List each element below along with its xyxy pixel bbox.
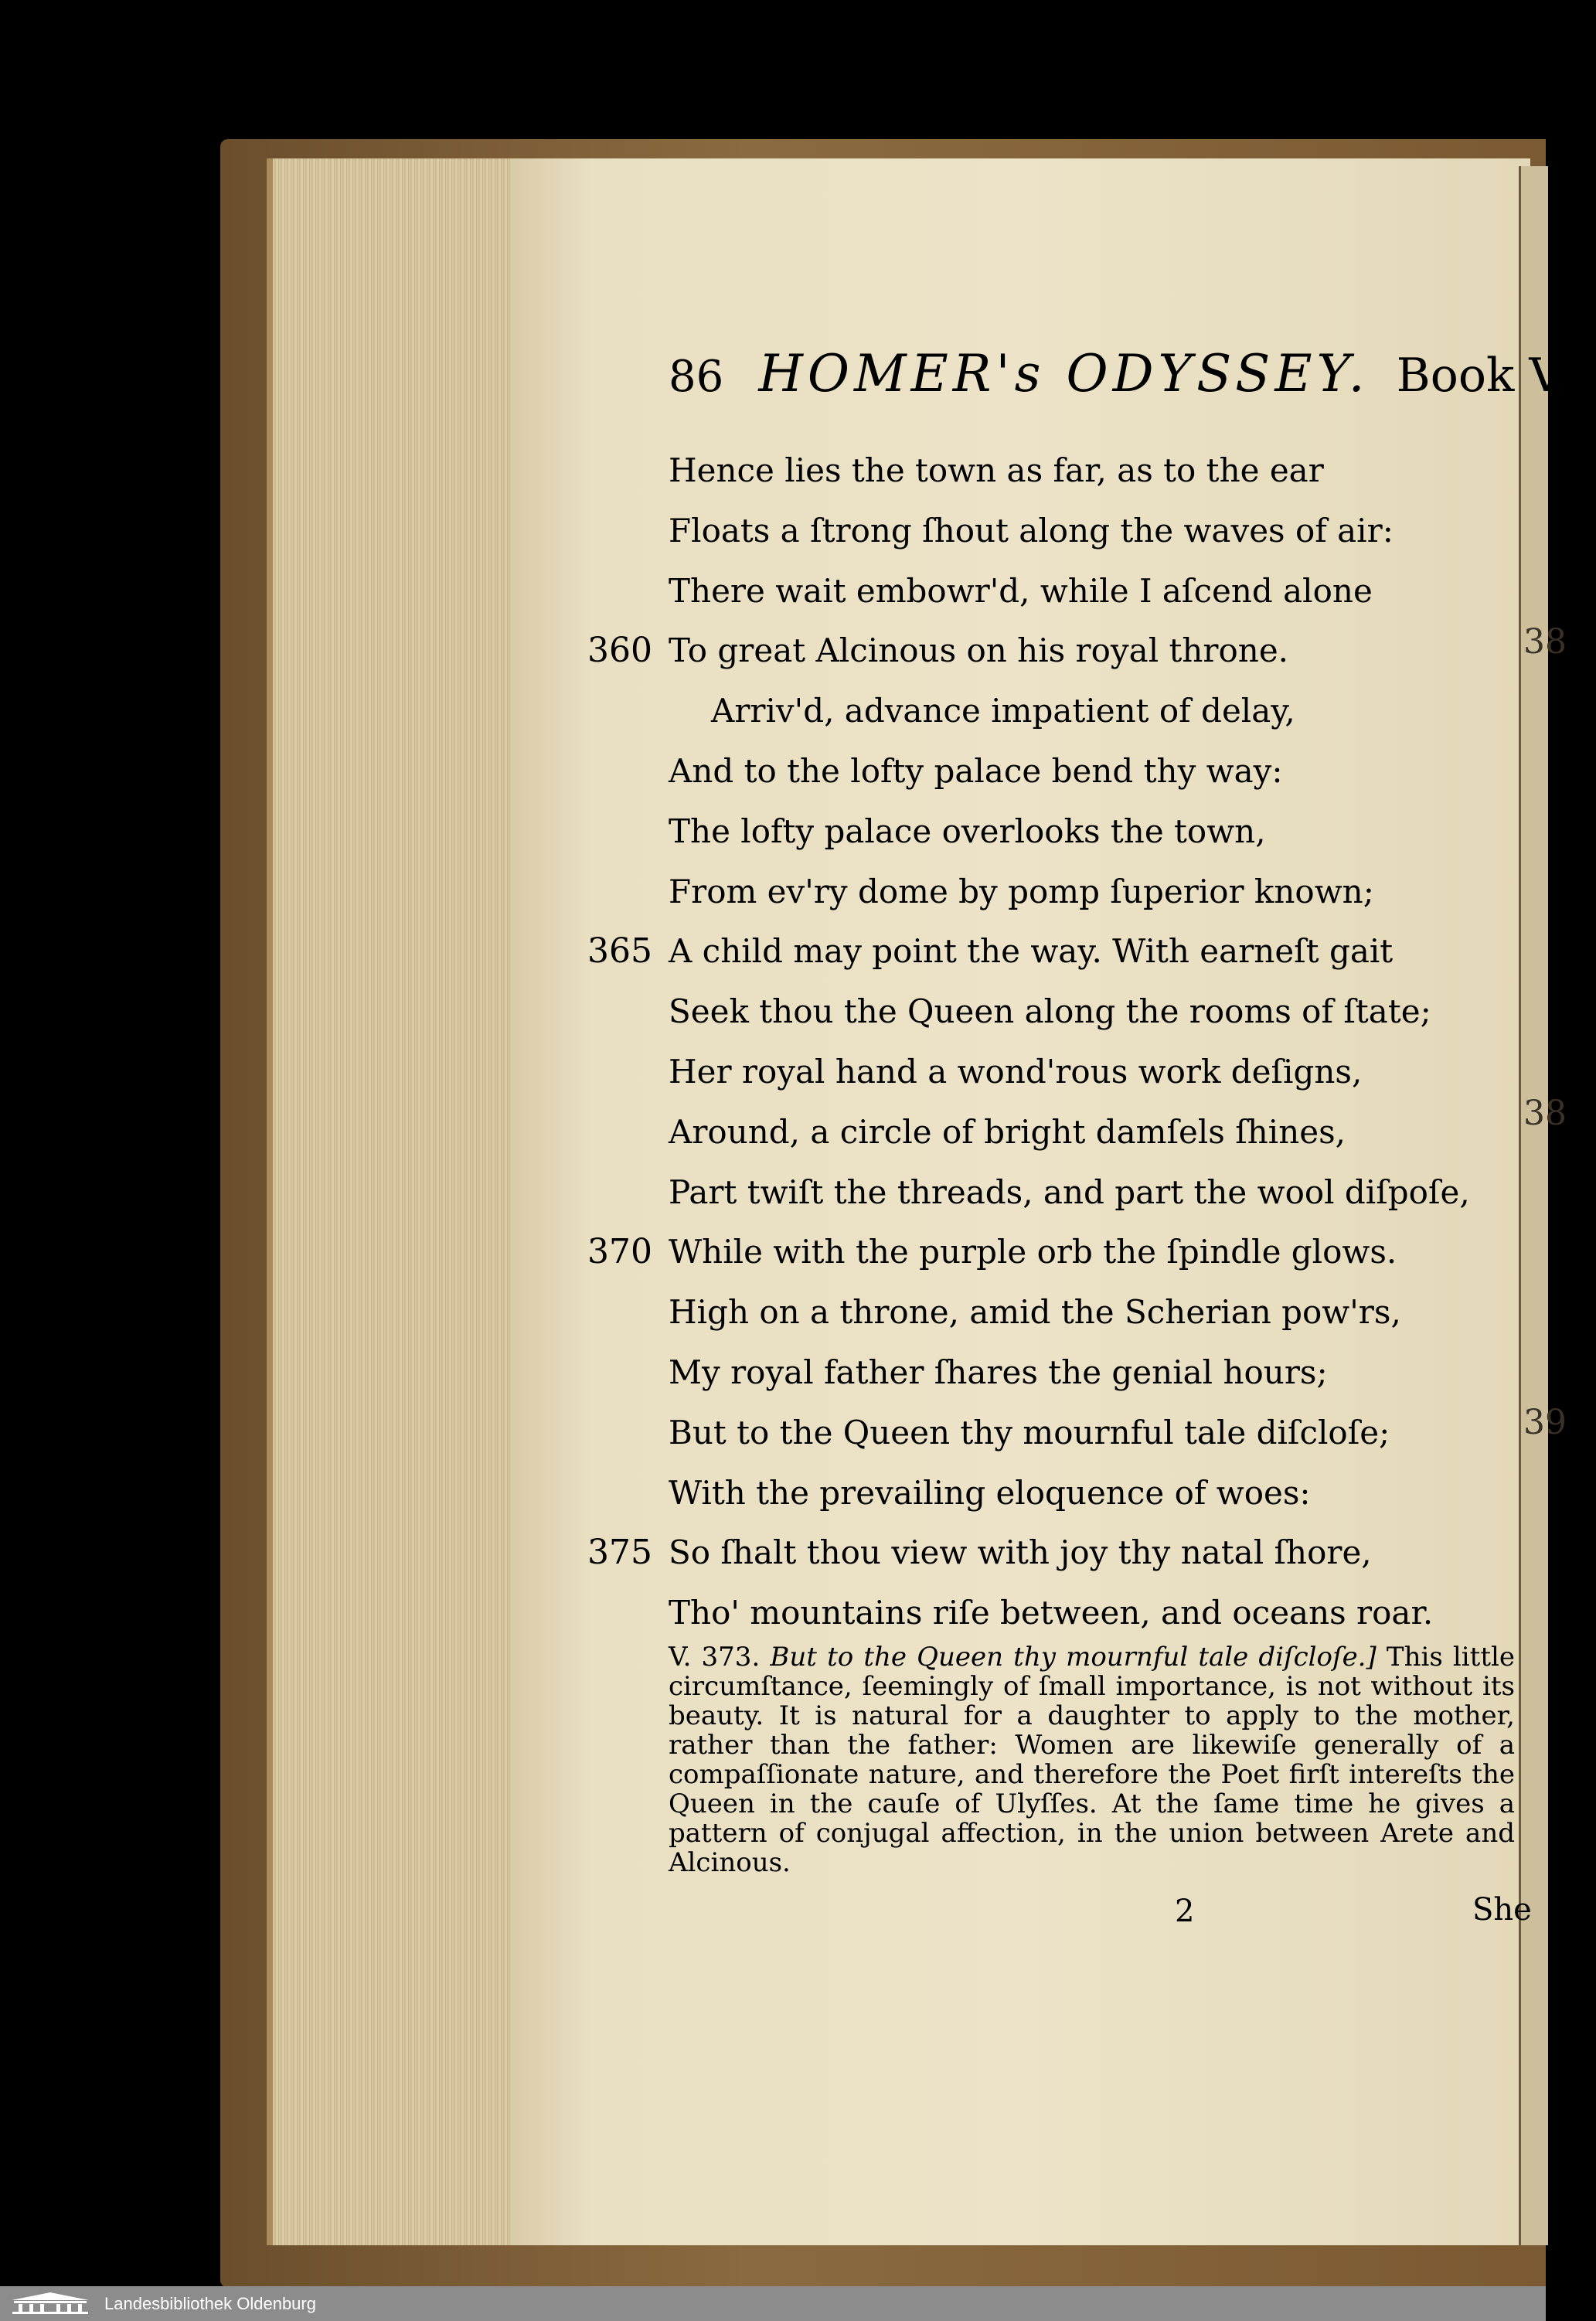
verse-line: [669, 862, 1519, 922]
footer-bar: [0, 2286, 1546, 2321]
verse-line: [669, 801, 1519, 862]
verse-line: [669, 681, 1519, 741]
verse-text: Tho' mountains riſe between, and oceans roar.: [669, 1594, 1434, 1632]
verse-line: [587, 1222, 1519, 1282]
verse-text: A child may point the way. With earneſt gait: [669, 932, 1394, 971]
verse-block: [587, 441, 1519, 1643]
line-number: 375: [587, 1533, 652, 1573]
verse-line: [669, 1463, 1519, 1523]
line-number: 360: [587, 631, 652, 671]
running-title: HOMER's ODYSSEY.: [758, 344, 1370, 403]
verse-line: [669, 741, 1519, 801]
verse-text: And to the lofty palace bend thy way:: [669, 751, 1283, 790]
verse-text: So ſhalt thou view with joy thy natal ſhore,: [669, 1533, 1372, 1572]
verse-text: Arriv'd, advance impatient of delay,: [711, 692, 1295, 730]
facing-line-number: 39: [1523, 1403, 1567, 1442]
page-number: 86: [669, 352, 724, 402]
verse-text: Around, a circle of bright damſels ſhines,: [669, 1112, 1346, 1151]
verse-line: [669, 982, 1519, 1042]
footnote-body: This little circumſtance, ſeemingly of ſmall importance, is not without its beauty. It is natural for a daughter to apply to the mother, rather than the father: Women are likewiſe generally of a compaſſionate nature, and therefore the Poet firſt intereſts the Queen in the cauſe of Ulyſſes. At the ſame time he gives a pattern of conjugal affection, in the union between Arete and Alcinous.: [669, 1642, 1516, 1878]
line-number: 365: [587, 931, 652, 972]
verse-line: [669, 1282, 1519, 1343]
running-header: [669, 344, 1596, 406]
book-label: Book VI.: [1396, 349, 1596, 403]
footnote-quote: But to the Queen thy mournful tale diſcloſe.]: [770, 1642, 1377, 1673]
line-number: 370: [587, 1232, 652, 1272]
verse-text: To great Alcinous on his royal throne.: [669, 631, 1289, 670]
verse-text: Her royal hand a wond'rous work deſigns,: [669, 1052, 1363, 1091]
library-building-icon: [8, 2291, 93, 2314]
verse-text: High on a throne, amid the Scherian pow'rs,: [669, 1293, 1401, 1332]
verse-text: While with the purple orb the ſpindle glows.: [669, 1233, 1397, 1271]
facing-line-number: 38: [1523, 622, 1567, 662]
verse-text: With the prevailing eloquence of woes:: [669, 1473, 1311, 1512]
verse-text: Part twiſt the threads, and part the wool diſpoſe,: [669, 1172, 1470, 1211]
footnote-ref: V. 373.: [669, 1642, 761, 1673]
verse-line: [669, 1102, 1519, 1162]
facing-page-edge: [1519, 166, 1567, 2245]
verse-text: From ev'ry dome by pomp ſuperior known;: [669, 872, 1374, 910]
verse-text: My royal father ſhares the genial hours;: [669, 1353, 1328, 1391]
verse-text: Seek thou the Queen along the rooms of ſtate;: [669, 992, 1431, 1031]
signature-mark: 2: [1175, 1894, 1195, 1929]
verse-line: [669, 1042, 1519, 1102]
footnote: [669, 1642, 1515, 1877]
verse-line: [587, 1523, 1519, 1583]
verse-line: [669, 1343, 1519, 1403]
verse-line: [669, 561, 1519, 621]
library-name: Landesbibliothek Oldenburg: [104, 2294, 316, 2313]
verse-line: [587, 621, 1519, 681]
page-edges: [267, 158, 520, 2245]
facing-line-number: 38: [1523, 1094, 1567, 1133]
verse-line: [669, 501, 1519, 561]
verse-line: [587, 921, 1519, 982]
verse-text: The lofty palace overlooks the town,: [669, 812, 1266, 850]
verse-line: [669, 1403, 1519, 1463]
verse-text: But to the Queen thy mournful tale diſcloſe;: [669, 1413, 1390, 1451]
verse-text: Floats a ſtrong ſhout along the waves of air:: [669, 511, 1394, 550]
verse-line: [669, 1162, 1519, 1223]
verse-text: Hence lies the town as far, as to the ear: [669, 451, 1324, 489]
verse-text: There wait embowr'd, while I aſcend alone: [669, 571, 1373, 610]
verse-line: [669, 441, 1519, 501]
catchword: She: [1472, 1892, 1532, 1928]
verse-line: [669, 1583, 1519, 1643]
